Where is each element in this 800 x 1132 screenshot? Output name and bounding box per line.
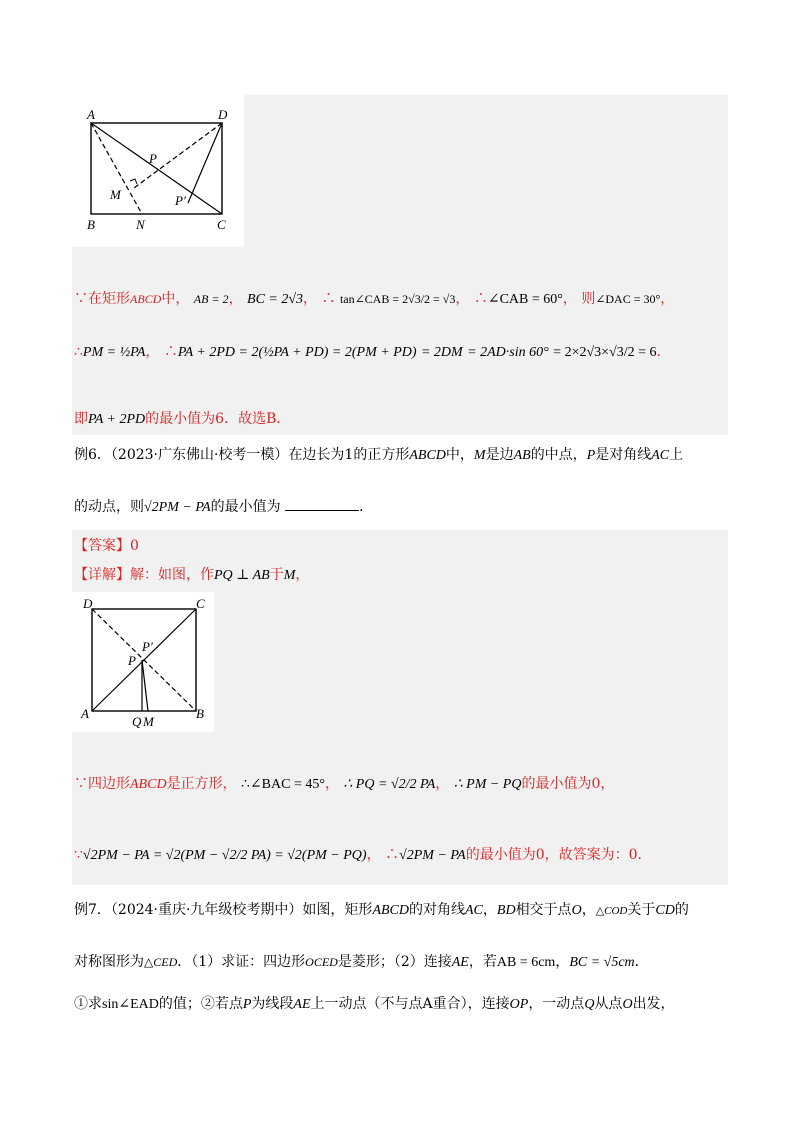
figure-square-abcd (72, 592, 214, 732)
label-A: A (81, 706, 89, 721)
sol5-line2: ∴PM = ½PA， ∴PA + 2PD = 2(½PA + PD) = 2(PM + PD) = 2DM = 2AD·sin 60° = 2×2√3×√3/2 = 6. (74, 344, 661, 360)
label-M: M (110, 187, 121, 202)
label-P-prime: P′ (175, 193, 186, 208)
label-B: B (87, 217, 95, 232)
label-Q: Q (132, 714, 142, 729)
label-M: M (143, 714, 154, 729)
sol6-line1: ∵四边形ABCD是正方形， ∴∠BAC = 45°， ∴ PQ = √2/2 PA， ∴ PM − PQ的最小值为0， (74, 776, 615, 792)
label-D: D (218, 107, 228, 122)
ex6-line2: 的动点，则√2PM − PA的最小值为 ． (74, 496, 373, 518)
label-P: P (149, 151, 157, 166)
label-B: B (196, 706, 204, 721)
label-A: A (87, 107, 95, 122)
answer-blank[interactable] (285, 496, 359, 511)
square-diagram (72, 592, 214, 732)
sol6-line2: ∵√2PM − PA = √2(PM − √2/2 PA) = √2(PM − PQ)， ∴√2PM − PA的最小值为0，故答案为：0． (74, 847, 652, 863)
ex6-detail: 【详解】解：如图，作PQ ⊥ AB于M， (74, 567, 310, 583)
label-D: D (83, 596, 93, 611)
sol5-line3: 即PA + 2PD的最小值为6．故选B． (74, 411, 291, 427)
label-N: N (136, 217, 145, 232)
ex7-line2: 对称图形为△CED．（1）求证：四边形OCED是菱形；（2）连接AE，若AB = 6cm，BC = √5cm． (74, 954, 649, 970)
sol5-line1: ∵在矩形ABCD中， AB = 2， BC = 2√3， ∴ tan∠CAB = 2√3/2 = √3， ∴∠CAB = 60°， 则∠DAC = 30°， (74, 291, 675, 307)
label-C: C (217, 217, 226, 232)
ex7-line3: ①求sin∠EAD的值；②若点P为线段AE上一动点（不与点A重合），连接OP，一动点Q从点O出发， (74, 996, 675, 1012)
label-P: P (128, 653, 136, 668)
label-C: C (196, 596, 205, 611)
ex6-answer: 【答案】0 (74, 538, 139, 554)
ex6-line1: 例6．（2023·广东佛山·校考一模）在边长为1的正方形ABCD中，M是边AB的中点，P是对角线AC上 (74, 447, 684, 463)
ex7-line1: 例7．（2024·重庆·九年级校考期中）如图，矩形ABCD的对角线AC，BD相交于点O，△COD关于CD的 (74, 902, 689, 918)
label-P-prime: P′ (142, 639, 153, 654)
figure-rectangle-abcd (72, 95, 244, 247)
rectangle-diagram (72, 95, 244, 247)
